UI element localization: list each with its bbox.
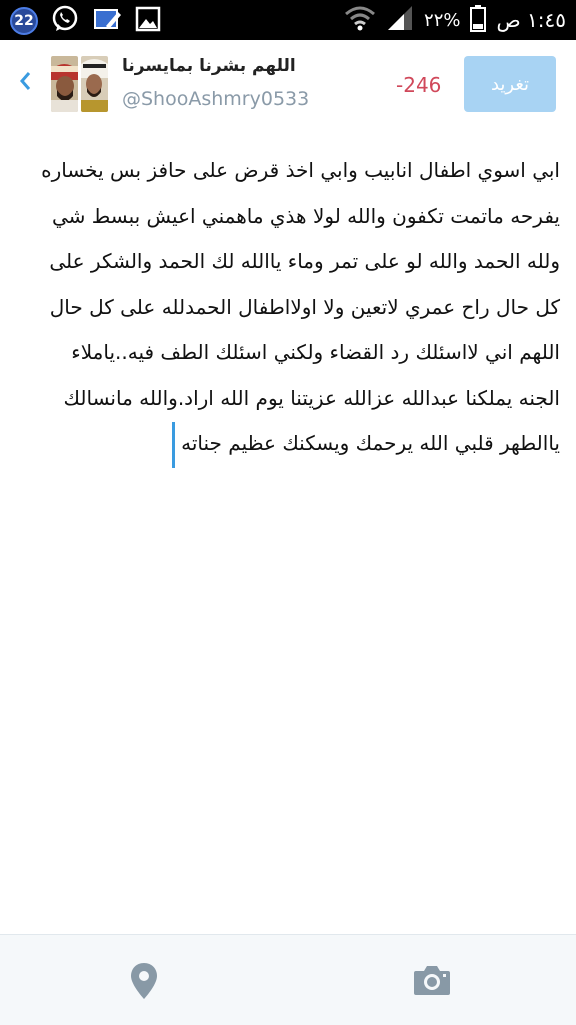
compose-line: يفرحه ماتمت تكفون والله لولا هذي ماهمني اعيش ببسط شي: [51, 203, 560, 228]
avatar: [51, 56, 78, 112]
text-cursor: [172, 422, 175, 468]
status-bar: [0, 0, 576, 40]
battery-icon: [470, 4, 486, 36]
compose-line: ابي اسوي اطفال انابيب وابي اخذ قرض على حافز بس يخساره: [41, 158, 560, 182]
avatar: [81, 56, 108, 112]
wifi-icon: [344, 4, 376, 36]
status-bar-right: [344, 4, 566, 36]
compose-line-last: [16, 421, 560, 467]
notification-count-badge: 22: [10, 7, 38, 35]
battery-percent: ٢٢%: [424, 9, 461, 31]
user-handle: @ShooAshmry0533: [122, 88, 310, 110]
clock: ١:٤٥ ص: [496, 8, 566, 32]
location-pin-icon[interactable]: [128, 961, 160, 1005]
status-bar-left: [10, 4, 162, 38]
image-icon: [134, 5, 162, 37]
compose-toolbar: [0, 934, 576, 1025]
compose-line: اللهم اني لااسئلك رد القضاء ولكني اسئلك الطف فيه..ياملاء: [71, 340, 560, 364]
screen-name: اللهم بشرنا بمايسرنا: [122, 56, 296, 76]
whatsapp-icon: [50, 4, 80, 38]
signal-icon: [386, 4, 414, 36]
chevron-left-icon[interactable]: [18, 70, 32, 97]
camera-icon[interactable]: [412, 963, 452, 1001]
photo-edit-icon: [92, 4, 122, 38]
compose-line: الجنه يملكنا عبدالله عزالله عزيتنا يوم الله اراد.والله مانسالك: [63, 385, 560, 410]
character-counter: -246: [396, 73, 442, 97]
tweet-button[interactable]: تغريد: [464, 56, 556, 112]
compose-line-text: ياالطهر قلبي الله يرحمك ويسكنك عظيم جناته: [181, 431, 560, 455]
compose-line: ولله الحمد والله لو على تمر وماء ياالله لك الحمد والشكر على: [49, 249, 560, 273]
compose-text-area[interactable]: [16, 148, 560, 467]
compose-header: [0, 40, 576, 130]
compose-line: كل حال راح عمري لاتعين ولا اولااطفال الحمدلله على كل حال: [49, 294, 560, 319]
